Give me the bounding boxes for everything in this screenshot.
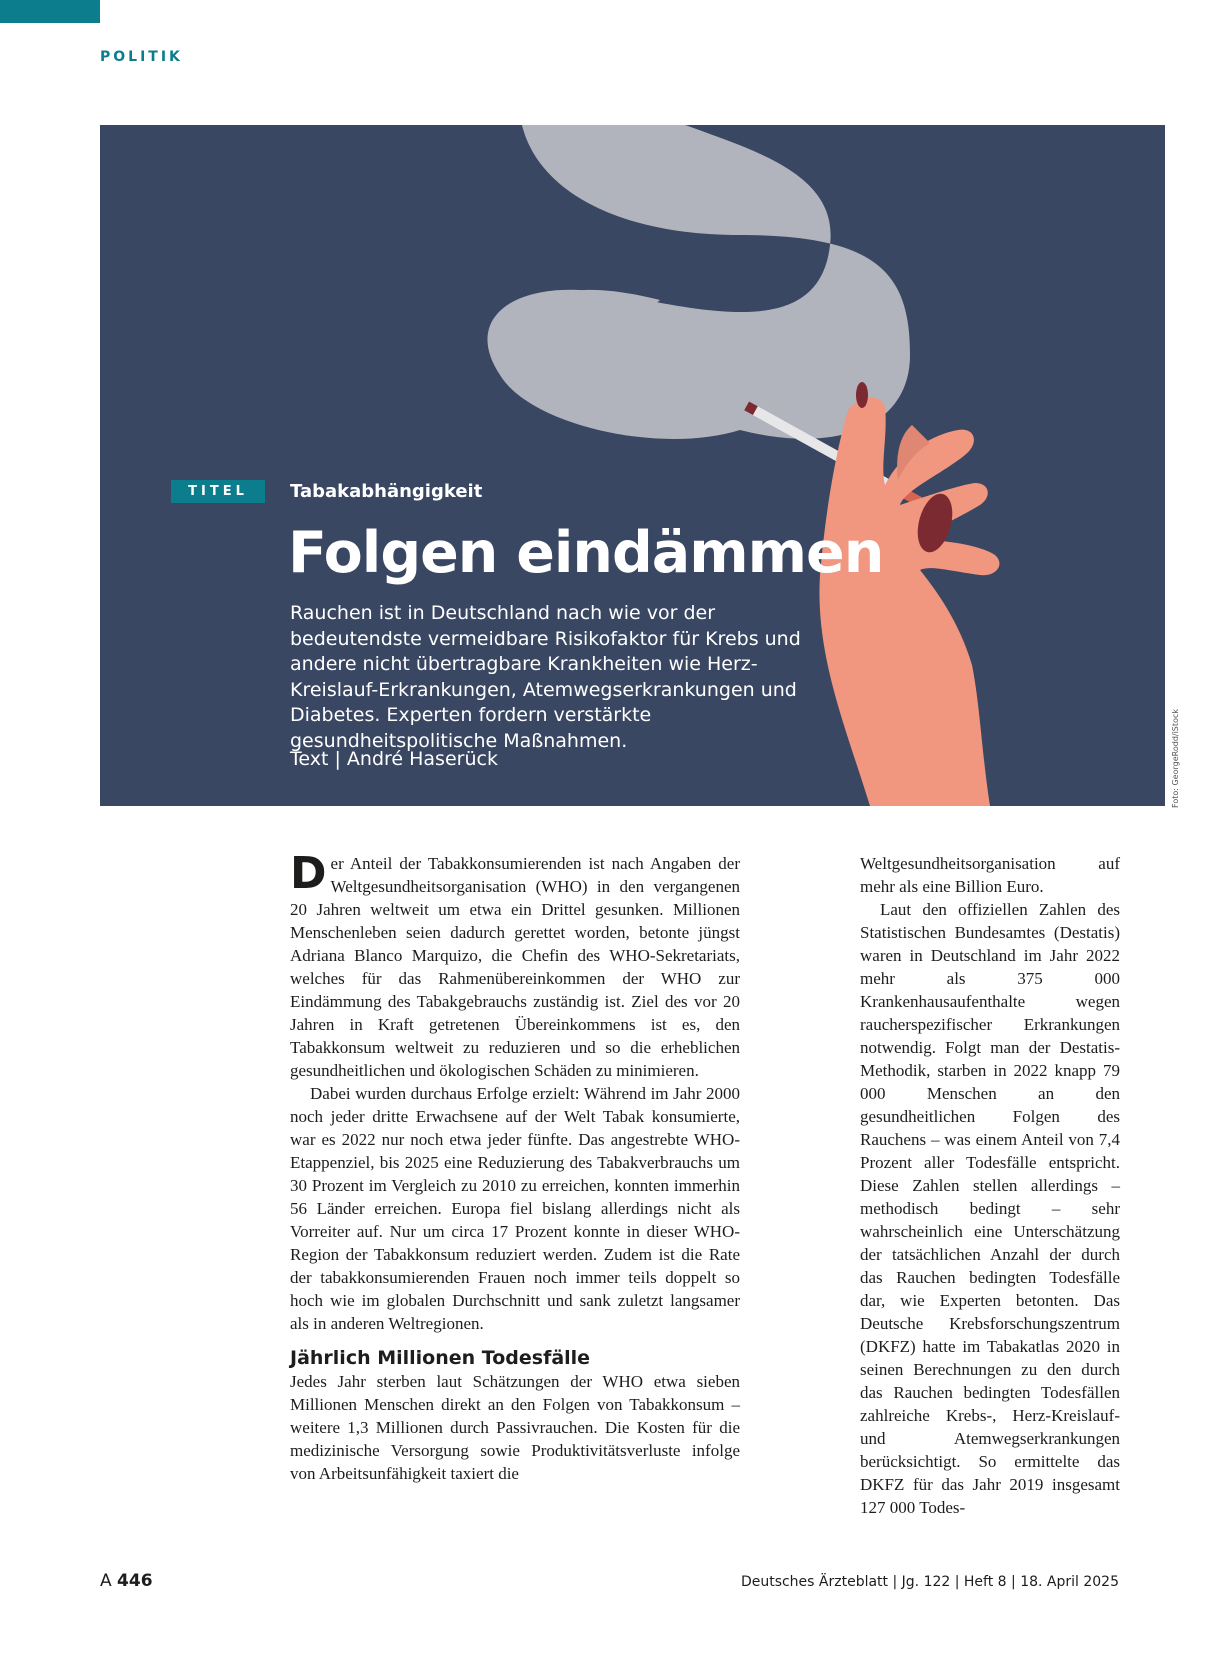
intro-text: er Anteil der Tabakkonsumierenden ist nach Angaben der Weltgesundheitsorganisation (WHO) in den vergangenen 20 Jahren weltweit um etwa ein Drittel gesunken. Millionen Menschenleben seien dadurch gerettet worden, betonte jüngst Adriana Blanco Marquizo, die Chefin des WHO-Sekretariats, welches für das Rahmenübereinkommen der WHO zur Eindämmung des Tabakgebrauchs zuständig ist. Ziel des vor 20 Jahren in Kraft getretenen Übereinkommens ist es, den Tabakkonsum weltweit zu reduzieren und so die erheblichen gesundheitlichen und ökologischen Schäden zu minimieren. [290, 854, 740, 1080]
article-kicker: Tabakabhängigkeit [290, 481, 483, 502]
photo-credit: Foto: GeorgeRodd/iStock [1171, 709, 1180, 808]
paragraph-continued: Weltgesundheitsorganisation auf mehr als eine Billion Euro. [860, 854, 1120, 896]
section-label: POLITIK [100, 49, 183, 65]
paragraph: Jedes Jahr sterben laut Schätzungen der WHO etwa sieben Millionen Menschen direkt an den Folgen von Tabakkonsum – weitere 1,3 Millionen durch Passivrauchen. Die Kosten für die medizinische Versorgung sowie Produktivitätsverluste infolge von Arbeitsunfähigkeit taxiert die [290, 1372, 740, 1483]
journal-citation: Deutsches Ärzteblatt | Jg. 122 | Heft 8 | 18. April 2025 [740, 1574, 1119, 1590]
article-author: Text | André Haserück [290, 748, 498, 770]
page-number: A 446 [100, 1571, 153, 1591]
smoke-shape [487, 125, 910, 439]
article-column-right [860, 852, 1120, 1519]
index-nail [856, 382, 868, 408]
top-accent-bar [0, 0, 100, 23]
titel-badge: TITEL [171, 480, 265, 503]
drop-cap: D [290, 848, 327, 899]
paragraph: Dabei wurden durchaus Erfolge erzielt: Während im Jahr 2000 noch jeder dritte Erwachsene auf der Welt Tabak konsumierte, war es 2022 nur noch etwa jeder fünfte. Das angestrebte WHO-Etappenziel, bis 2025 eine Reduzierung des Tabakverbrauchs um 30 Prozent im Vergleich zu 2010 zu erreichen, konnten immerhin 56 Länder erreichen. Europa fiel bislang allerdings nicht als Vorreiter auf. Nur um circa 17 Prozent konnte in dieser WHO-Region der Tabakkonsum reduziert werden. Zudem ist die Rate der tabakkonsumierenden Frauen noch immer teils doppelt so hoch wie im globalen Durchschnitt und sank zuletzt langsamer als in anderen Weltregionen. [290, 1084, 740, 1333]
article-headline: Folgen eindämmen [288, 520, 884, 586]
section-subheading: Jährlich Millionen Todesfälle [290, 1347, 591, 1369]
paragraph: Laut den offiziellen Zahlen des Statistischen Bundesamtes (Destatis) waren in Deutschland im Jahr 2022 mehr als 375 000 Krankenhausaufenthalte wegen raucherspezifischer Erkrankungen notwendig. Folgt man der Destatis-Methodik, starben in 2022 knapp 79 000 Menschen an den gesundheitlichen Folgen des Rauchens – was einem Anteil von 7,4 Prozent aller Todesfälle entspricht. Diese Zahlen stellen allerdings – methodisch bedingt – sehr wahrscheinlich eine Unterschätzung der tatsächlichen Anzahl der durch das Rauchen bedingten Todesfälle dar, wie Experten betonten. Das Deutsche Krebsforschungszentrum (DKFZ) hatte im Tabakatlas 2020 in seinen Berechnungen zu den durch das Rauchen bedingten Todesfällen zahlreiche Krebs-, Herz-Kreislauf- und Atemwegserkrankungen berücksichtigt. So ermittelte das DKFZ für das Jahr 2019 insgesamt 127 000 Todes- [860, 900, 1120, 1517]
article-column-left [290, 848, 740, 1485]
paragraph-intro [290, 848, 740, 1082]
article-lead: Rauchen ist in Deutschland nach wie vor der bedeutendste vermeidbare Risikofaktor für Krebs und andere nicht übertragbare Krankheiten wie Herz-Kreislauf-Erkrankungen, Atemwegserkrankungen und Diabetes. Experten fordern verstärkte gesundheitspolitische Maßnahmen. [290, 602, 801, 752]
